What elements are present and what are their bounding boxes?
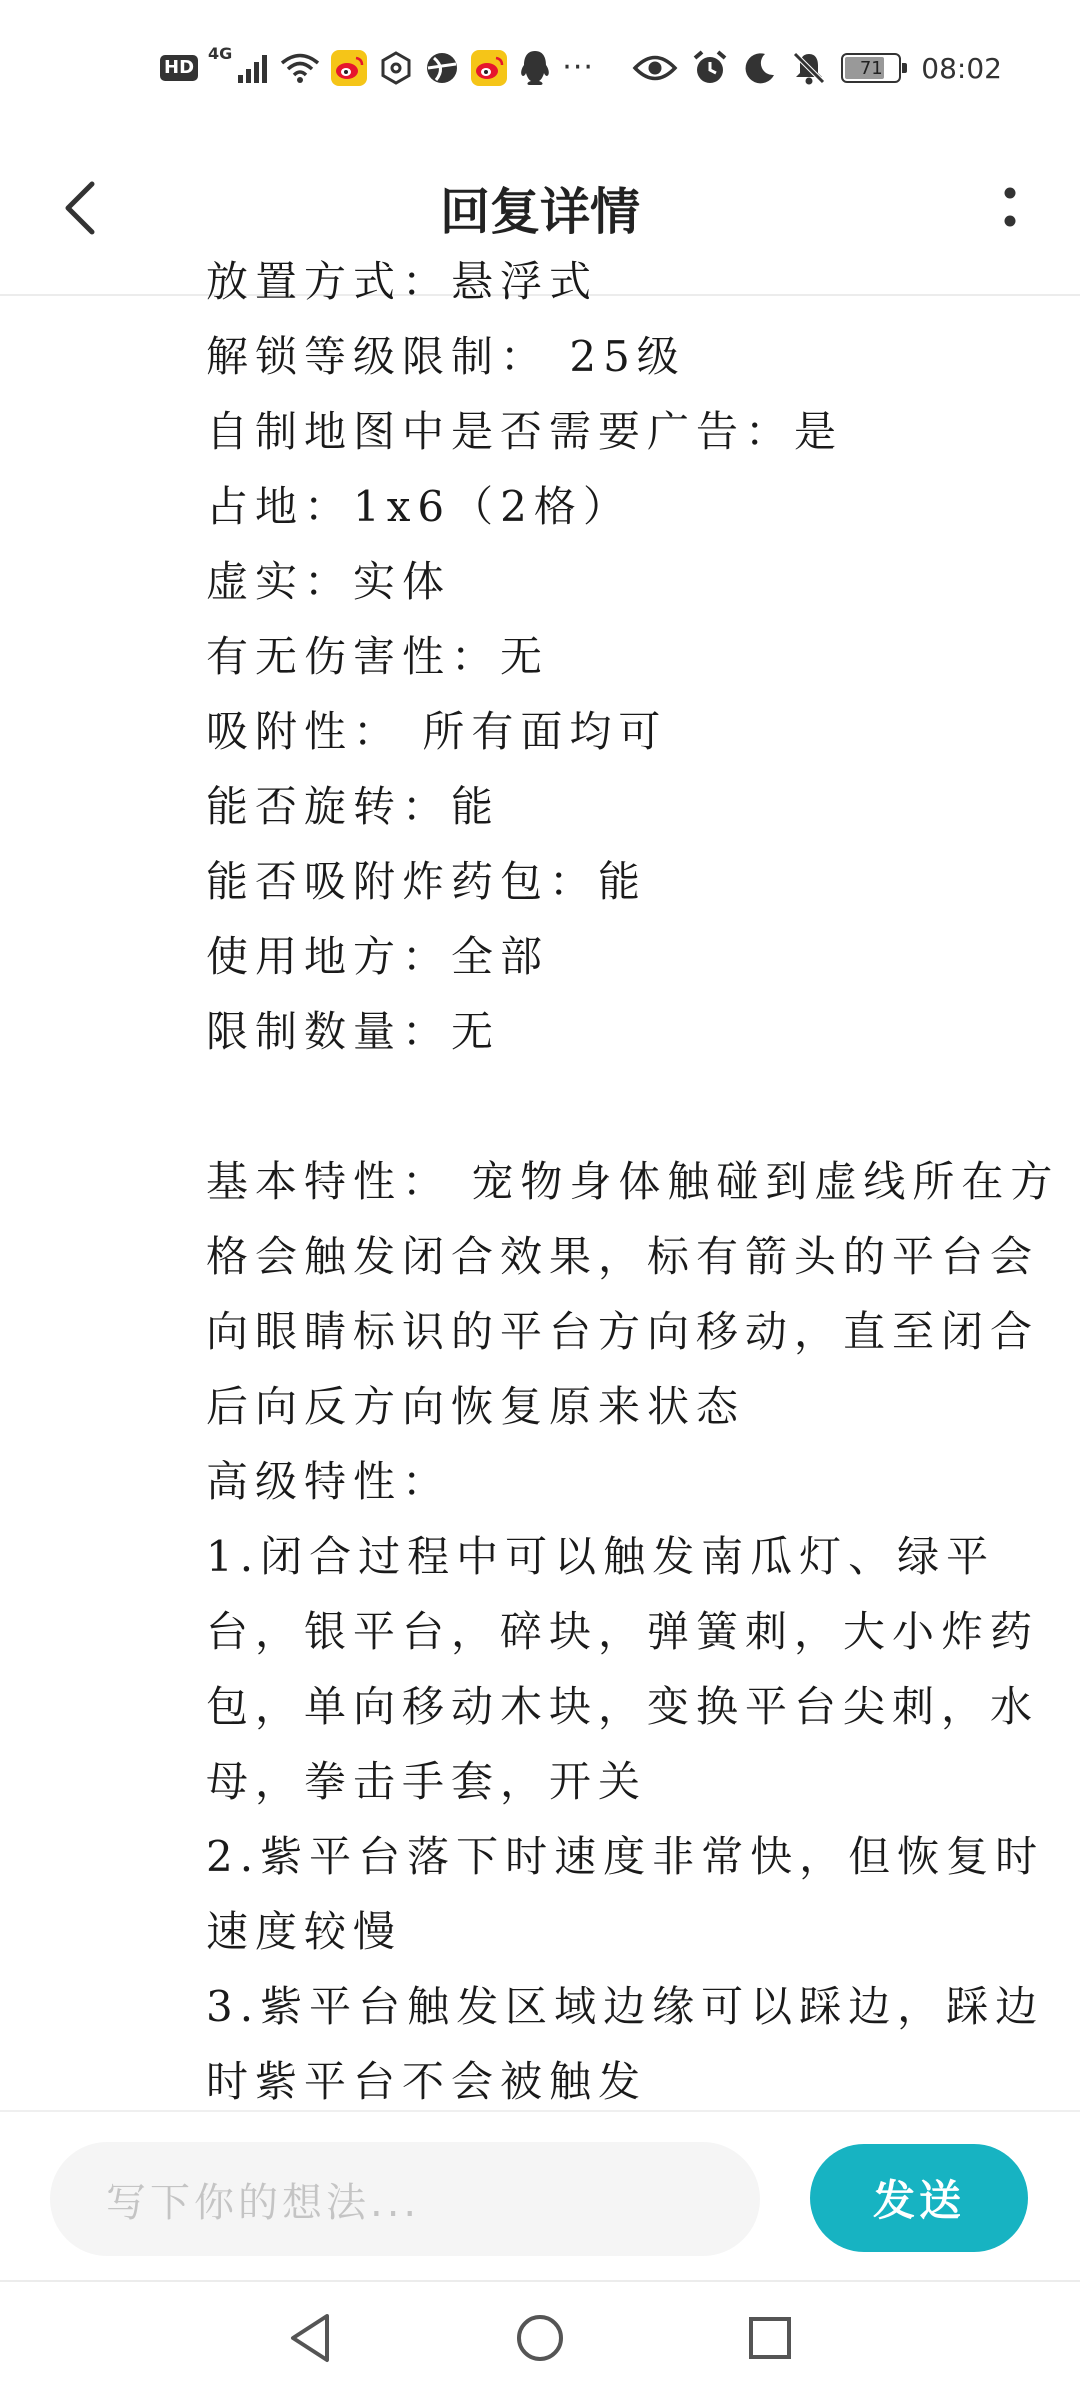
network-type-label: 4G — [208, 44, 233, 63]
text-line: 母，拳击手套，开关 — [206, 1757, 648, 1806]
text-line: 使用地方：全部 — [206, 932, 550, 981]
text-line: 吸附性： 所有面均可 — [206, 707, 668, 756]
weibo-icon — [470, 48, 508, 88]
text-line: 3.紫平台触发区域边缘可以踩边，踩边 — [206, 1982, 1045, 2031]
text-line: 向眼睛标识的平台方向移动，直至闭合 — [206, 1307, 1040, 1356]
text-line: 基本特性： 宠物身体触碰到虚线所在方 — [206, 1157, 1060, 1206]
more-notifications-indicator: ··· — [562, 50, 594, 85]
text-line: 速度较慢 — [206, 1907, 403, 1956]
text-line: 限制数量：无 — [206, 1007, 501, 1056]
text-line: 包，单向移动木块，变换平台尖刺，水 — [206, 1682, 1040, 1731]
comment-bar — [0, 2110, 1080, 2280]
status-right-icons — [633, 44, 1002, 92]
globe-icon — [424, 48, 460, 88]
comment-input-placeholder: 写下你的想法... — [106, 2179, 421, 2226]
text-line: 解锁等级限制： 25级 — [206, 332, 686, 381]
nav-back-button[interactable] — [270, 2300, 350, 2380]
battery-level-label: 71 — [859, 57, 883, 79]
text-line: 虚实：实体 — [206, 557, 452, 606]
weibo-icon — [330, 48, 368, 88]
system-nav-bar — [0, 2280, 1080, 2400]
text-line: 台，银平台，碎块，弹簧刺，大小炸药 — [206, 1607, 1040, 1656]
hexagon-icon — [378, 48, 414, 88]
hd-label: HD — [160, 55, 198, 81]
alarm-icon — [691, 48, 729, 88]
wifi-icon — [280, 48, 320, 88]
text-line: 放置方式：悬浮式 — [206, 257, 599, 306]
reply-content[interactable] — [0, 257, 1080, 2110]
battery-icon — [841, 53, 901, 83]
status-left-icons — [160, 44, 594, 92]
page-title: 回复详情 — [440, 183, 640, 241]
eye-icon — [633, 48, 677, 88]
text-line: 占地：1x6（2格） — [206, 482, 632, 531]
text-line: 能否旋转：能 — [206, 782, 501, 831]
comment-input[interactable] — [50, 2142, 760, 2256]
recents-square-icon — [745, 2313, 795, 2367]
moon-icon — [743, 48, 777, 88]
nav-recents-button[interactable] — [730, 2300, 810, 2380]
home-circle-icon — [514, 2312, 566, 2368]
send-button[interactable]: 发送 — [810, 2144, 1028, 2252]
qq-icon — [518, 48, 552, 88]
text-line: 格会触发闭合效果，标有箭头的平台会 — [206, 1232, 1040, 1281]
reply-text-body — [206, 244, 1060, 2119]
text-line: 2.紫平台落下时速度非常快，但恢复时 — [206, 1832, 1045, 1881]
clock-time: 08:02 — [921, 51, 1002, 85]
text-line: 后向反方向恢复原来状态 — [206, 1382, 746, 1431]
signal-icon — [236, 48, 270, 88]
blank-line — [206, 1069, 1026, 1144]
text-line: 自制地图中是否需要广告：是 — [206, 407, 844, 456]
nav-home-button[interactable] — [500, 2300, 580, 2380]
text-line: 高级特性： — [206, 1457, 452, 1506]
more-options-button[interactable] — [980, 170, 1040, 250]
back-triangle-icon — [285, 2311, 335, 2369]
status-bar — [0, 0, 1080, 132]
text-line: 时紫平台不会被触发 — [206, 2057, 648, 2106]
more-vertical-icon — [1002, 183, 1018, 237]
hd-icon — [160, 48, 198, 88]
mute-icon — [791, 48, 827, 88]
text-line: 有无伤害性：无 — [206, 632, 550, 681]
text-line: 1.闭合过程中可以触发南瓜灯、绿平 — [206, 1532, 996, 1581]
text-line: 能否吸附炸药包：能 — [206, 857, 648, 906]
